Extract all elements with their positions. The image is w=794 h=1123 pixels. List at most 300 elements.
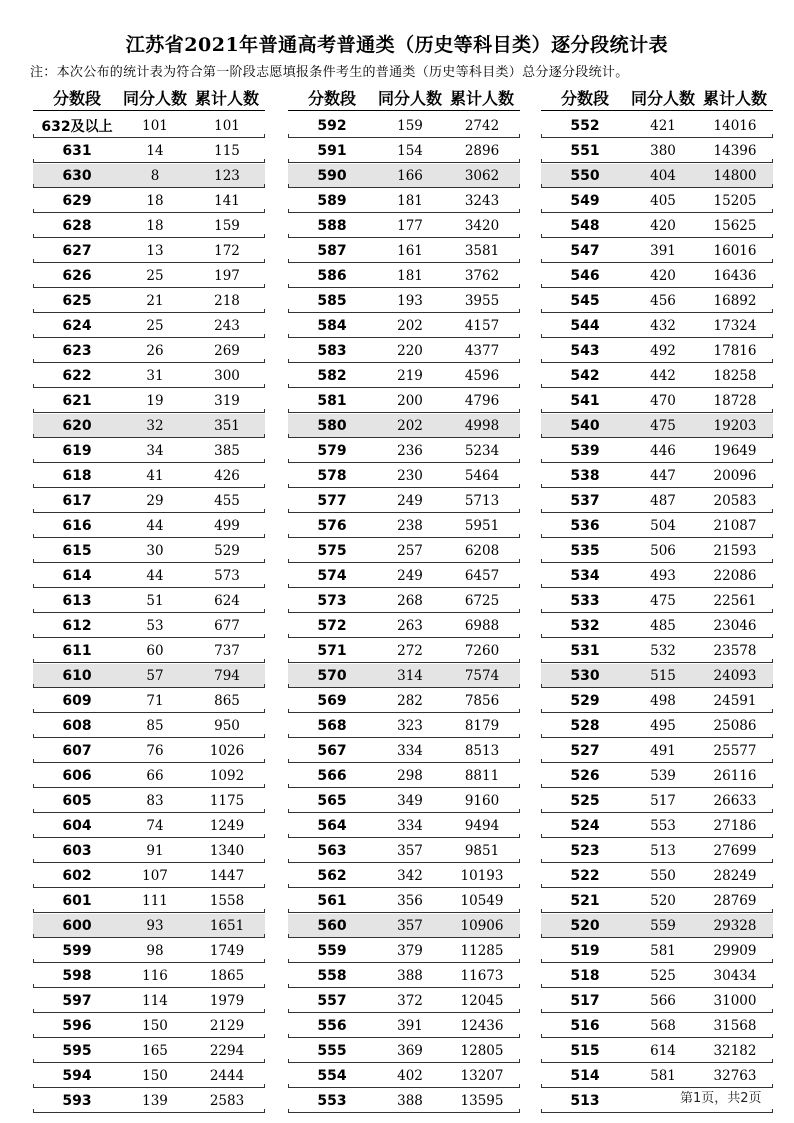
score-cell: 578 [317, 467, 347, 484]
same-count-cell: 107 [142, 867, 168, 884]
score-cell: 623 [62, 342, 92, 359]
cumulative-cell: 1979 [209, 992, 245, 1009]
score-cell: 610 [62, 667, 92, 684]
table-row [288, 914, 520, 938]
cumulative-cell: 3243 [464, 192, 500, 209]
same-count-cell: 402 [397, 1067, 423, 1084]
cumulative-cell: 4998 [464, 417, 500, 434]
same-count-cell: 150 [142, 1067, 168, 1084]
cumulative-cell: 573 [214, 567, 240, 584]
cumulative-cell: 269 [214, 342, 240, 359]
cumulative-cell: 737 [214, 642, 240, 659]
score-cell: 549 [570, 192, 600, 209]
same-count-cell: 272 [397, 642, 423, 659]
table-row [288, 414, 520, 438]
score-cell: 628 [62, 217, 92, 234]
cumulative-cell: 319 [214, 392, 240, 409]
cumulative-cell: 16436 [713, 267, 757, 284]
same-count-cell: 298 [397, 767, 423, 784]
same-count-cell: 98 [146, 942, 164, 959]
same-count-cell: 41 [146, 467, 164, 484]
table-row [541, 239, 773, 263]
same-count-cell: 31 [146, 367, 164, 384]
table-row [288, 439, 520, 463]
cumulative-cell: 27699 [713, 842, 757, 859]
table-row [288, 839, 520, 863]
score-cell: 609 [62, 692, 92, 709]
score-cell: 548 [570, 217, 600, 234]
table-row [33, 489, 265, 513]
score-cell: 529 [570, 692, 600, 709]
cumulative-cell: 18728 [713, 392, 757, 409]
table-row [541, 289, 773, 313]
score-cell: 577 [317, 492, 347, 509]
score-cell: 627 [62, 242, 92, 259]
cumulative-cell: 25086 [713, 717, 757, 734]
score-cell: 562 [317, 867, 347, 884]
same-count-cell: 29 [146, 492, 164, 509]
same-count-cell: 51 [146, 592, 164, 609]
same-count-cell: 517 [650, 792, 676, 809]
same-count-cell: 404 [650, 167, 676, 184]
cumulative-cell: 4596 [464, 367, 500, 384]
same-count-cell: 498 [650, 692, 676, 709]
score-cell: 550 [570, 167, 600, 184]
cumulative-cell: 15625 [713, 217, 757, 234]
table-row [541, 589, 773, 613]
same-count-cell: 53 [146, 617, 164, 634]
table-row [33, 914, 265, 938]
score-cell: 572 [317, 617, 347, 634]
table-row [541, 164, 773, 188]
header-cumulative: 累计人数 [449, 88, 514, 108]
same-count-cell: 357 [397, 917, 423, 934]
score-cell: 604 [62, 817, 92, 834]
table-row [33, 864, 265, 888]
table-row [288, 989, 520, 1013]
column-header [288, 84, 520, 111]
score-cell: 514 [570, 1067, 600, 1084]
table-row [33, 514, 265, 538]
same-count-cell: 44 [146, 517, 164, 534]
table-row [541, 514, 773, 538]
table-row [33, 1039, 265, 1063]
cumulative-cell: 21087 [713, 517, 757, 534]
cumulative-cell: 426 [214, 467, 240, 484]
score-cell: 575 [317, 542, 347, 559]
same-count-cell: 220 [397, 342, 423, 359]
table-row [288, 214, 520, 238]
table-row [288, 739, 520, 763]
cumulative-cell: 7260 [464, 642, 500, 659]
table-row [288, 239, 520, 263]
cumulative-cell: 23046 [713, 617, 757, 634]
cumulative-cell: 28249 [713, 867, 757, 884]
score-cell: 624 [62, 317, 92, 334]
table-row [541, 464, 773, 488]
score-cell: 535 [570, 542, 600, 559]
cumulative-cell: 1865 [209, 967, 245, 984]
table-row [541, 489, 773, 513]
page-number: 第1页，共2页 [680, 1091, 762, 1106]
table-row [288, 339, 520, 363]
same-count-cell: 202 [397, 417, 423, 434]
same-count-cell: 487 [650, 492, 676, 509]
cumulative-cell: 529 [214, 542, 240, 559]
table-row [288, 564, 520, 588]
table-row [288, 639, 520, 663]
table-row [288, 1014, 520, 1038]
table-note: 注：本次公布的统计表为符合第一阶段志愿填报条件考生的普通类（历史等科目类）总分逐分段统计。 [30, 65, 629, 80]
same-count-cell: 25 [146, 317, 164, 334]
same-count-cell: 111 [142, 892, 168, 909]
cumulative-cell: 1026 [209, 742, 245, 759]
score-cell: 605 [62, 792, 92, 809]
cumulative-cell: 6208 [464, 542, 500, 559]
cumulative-cell: 9160 [464, 792, 500, 809]
score-cell: 567 [317, 742, 347, 759]
table-row [541, 189, 773, 213]
cumulative-cell: 141 [214, 192, 240, 209]
same-count-cell: 380 [650, 142, 676, 159]
score-cell: 565 [317, 792, 347, 809]
table-row [541, 389, 773, 413]
cumulative-cell: 243 [214, 317, 240, 334]
cumulative-cell: 3955 [464, 292, 500, 309]
header-same-count: 同分人数 [122, 88, 187, 108]
cumulative-cell: 32182 [713, 1042, 757, 1059]
score-cell: 586 [317, 267, 347, 284]
table-row [288, 939, 520, 963]
cumulative-cell: 3420 [464, 217, 500, 234]
same-count-cell: 177 [397, 217, 423, 234]
table-row [288, 614, 520, 638]
score-cell: 595 [62, 1042, 92, 1059]
score-cell: 513 [570, 1092, 600, 1109]
score-cell: 528 [570, 717, 600, 734]
table-row [288, 764, 520, 788]
same-count-cell: 165 [142, 1042, 168, 1059]
same-count-cell: 568 [650, 1017, 676, 1034]
cumulative-cell: 5234 [464, 442, 500, 459]
cumulative-cell: 7856 [464, 692, 500, 709]
same-count-cell: 30 [146, 542, 164, 559]
same-count-cell: 323 [397, 717, 423, 734]
score-cell: 607 [62, 742, 92, 759]
score-cell: 554 [317, 1067, 347, 1084]
same-count-cell: 114 [142, 992, 168, 1009]
score-cell: 564 [317, 817, 347, 834]
same-count-cell: 230 [397, 467, 423, 484]
cumulative-cell: 5951 [464, 517, 500, 534]
same-count-cell: 166 [397, 167, 423, 184]
table-row [541, 339, 773, 363]
table-row [288, 1089, 520, 1113]
table-rows [33, 114, 265, 1113]
table-row [288, 589, 520, 613]
table-row [288, 189, 520, 213]
table-row [33, 414, 265, 438]
table-row [288, 789, 520, 813]
cumulative-cell: 159 [214, 217, 240, 234]
score-cell: 574 [317, 567, 347, 584]
cumulative-cell: 19649 [713, 442, 757, 459]
column-header [33, 84, 265, 111]
header-same-count: 同分人数 [377, 88, 442, 108]
same-count-cell: 614 [650, 1042, 676, 1059]
table-row [288, 114, 520, 138]
score-cell: 545 [570, 292, 600, 309]
score-cell: 593 [62, 1092, 92, 1109]
cumulative-cell: 27186 [713, 817, 757, 834]
score-cell: 621 [62, 392, 92, 409]
cumulative-cell: 12805 [460, 1042, 504, 1059]
table-row [288, 389, 520, 413]
score-cell: 541 [570, 392, 600, 409]
same-count-cell: 66 [146, 767, 164, 784]
cumulative-cell: 18258 [713, 367, 757, 384]
score-cell: 547 [570, 242, 600, 259]
same-count-cell: 532 [650, 642, 676, 659]
cumulative-cell: 17324 [713, 317, 757, 334]
score-cell: 533 [570, 592, 600, 609]
same-count-cell: 506 [650, 542, 676, 559]
same-count-cell: 26 [146, 342, 164, 359]
table-row [541, 314, 773, 338]
cumulative-cell: 13207 [460, 1067, 504, 1084]
table-column-1 [33, 84, 265, 1114]
score-cell: 534 [570, 567, 600, 584]
score-cell: 576 [317, 517, 347, 534]
same-count-cell: 420 [650, 267, 676, 284]
table-row [33, 989, 265, 1013]
table-row [541, 664, 773, 688]
same-count-cell: 19 [146, 392, 164, 409]
score-cell: 538 [570, 467, 600, 484]
cumulative-cell: 20583 [713, 492, 757, 509]
score-cell: 530 [570, 667, 600, 684]
score-cell: 568 [317, 717, 347, 734]
cumulative-cell: 31000 [713, 992, 757, 1009]
same-count-cell: 432 [650, 317, 676, 334]
table-row [33, 289, 265, 313]
same-count-cell: 161 [397, 242, 423, 259]
cumulative-cell: 2294 [209, 1042, 245, 1059]
table-row [541, 714, 773, 738]
score-cell: 581 [317, 392, 347, 409]
score-cell: 617 [62, 492, 92, 509]
score-cell: 594 [62, 1067, 92, 1084]
same-count-cell: 388 [397, 967, 423, 984]
score-cell: 553 [317, 1092, 347, 1109]
table-row [541, 989, 773, 1013]
table-row [541, 214, 773, 238]
cumulative-cell: 30434 [713, 967, 757, 984]
score-cell: 591 [317, 142, 347, 159]
table-row [541, 739, 773, 763]
same-count-cell: 446 [650, 442, 676, 459]
cumulative-cell: 1340 [209, 842, 245, 859]
cumulative-cell: 1175 [209, 792, 245, 809]
score-cell: 560 [317, 917, 347, 934]
cumulative-cell: 300 [214, 367, 240, 384]
score-cell: 539 [570, 442, 600, 459]
score-cell: 561 [317, 892, 347, 909]
table-row [288, 664, 520, 688]
table-row [288, 264, 520, 288]
score-cell: 606 [62, 767, 92, 784]
cumulative-cell: 8811 [464, 767, 500, 784]
same-count-cell: 495 [650, 717, 676, 734]
cumulative-cell: 24591 [713, 692, 757, 709]
score-cell: 555 [317, 1042, 347, 1059]
cumulative-cell: 28769 [713, 892, 757, 909]
score-cell: 590 [317, 167, 347, 184]
same-count-cell: 379 [397, 942, 423, 959]
same-count-cell: 57 [146, 667, 164, 684]
score-cell: 552 [570, 117, 600, 134]
cumulative-cell: 4796 [464, 392, 500, 409]
table-row [288, 964, 520, 988]
cumulative-cell: 101 [214, 117, 240, 134]
cumulative-cell: 499 [214, 517, 240, 534]
table-row [33, 814, 265, 838]
table-row [33, 1089, 265, 1113]
score-cell: 519 [570, 942, 600, 959]
table-column-2 [288, 84, 520, 1114]
header-score: 分数段 [52, 88, 101, 108]
table-row [33, 789, 265, 813]
score-cell: 629 [62, 192, 92, 209]
score-cell: 608 [62, 717, 92, 734]
table-row [541, 764, 773, 788]
cumulative-cell: 1558 [209, 892, 245, 909]
score-cell: 542 [570, 367, 600, 384]
table-row [541, 839, 773, 863]
score-cell: 630 [62, 167, 92, 184]
score-cell: 615 [62, 542, 92, 559]
cumulative-cell: 197 [214, 267, 240, 284]
table-row [33, 639, 265, 663]
table-row [288, 889, 520, 913]
score-cell: 546 [570, 267, 600, 284]
cumulative-cell: 5464 [464, 467, 500, 484]
score-cell: 516 [570, 1017, 600, 1034]
score-cell: 531 [570, 642, 600, 659]
cumulative-cell: 14016 [713, 117, 757, 134]
same-count-cell: 349 [397, 792, 423, 809]
cumulative-cell: 12436 [460, 1017, 504, 1034]
cumulative-cell: 14800 [713, 167, 757, 184]
table-row [33, 439, 265, 463]
score-cell: 614 [62, 567, 92, 584]
same-count-cell: 372 [397, 992, 423, 1009]
same-count-cell: 369 [397, 1042, 423, 1059]
cumulative-cell: 22086 [713, 567, 757, 584]
table-row [33, 739, 265, 763]
same-count-cell: 18 [146, 192, 164, 209]
table-row [288, 814, 520, 838]
score-cell: 597 [62, 992, 92, 1009]
same-count-cell: 268 [397, 592, 423, 609]
score-cell: 612 [62, 617, 92, 634]
cumulative-cell: 11673 [460, 967, 504, 984]
table-row [33, 589, 265, 613]
cumulative-cell: 1749 [209, 942, 245, 959]
same-count-cell: 334 [397, 742, 423, 759]
cumulative-cell: 115 [214, 142, 240, 159]
table-row [33, 564, 265, 588]
same-count-cell: 447 [650, 467, 676, 484]
cumulative-cell: 794 [214, 667, 240, 684]
cumulative-cell: 677 [214, 617, 240, 634]
table-row [541, 364, 773, 388]
cumulative-cell: 1447 [209, 867, 245, 884]
cumulative-cell: 1651 [209, 917, 245, 934]
table-row [288, 1039, 520, 1063]
header-cumulative: 累计人数 [702, 88, 767, 108]
table-row [541, 789, 773, 813]
same-count-cell: 249 [397, 567, 423, 584]
cumulative-cell: 10193 [460, 867, 504, 884]
cumulative-cell: 23578 [713, 642, 757, 659]
cumulative-cell: 7574 [464, 667, 500, 684]
table-row [288, 464, 520, 488]
same-count-cell: 249 [397, 492, 423, 509]
cumulative-cell: 10906 [460, 917, 504, 934]
score-cell: 626 [62, 267, 92, 284]
score-cell: 566 [317, 767, 347, 784]
table-row [288, 164, 520, 188]
score-cell: 543 [570, 342, 600, 359]
score-cell: 524 [570, 817, 600, 834]
score-cell: 603 [62, 842, 92, 859]
score-cell: 587 [317, 242, 347, 259]
same-count-cell: 342 [397, 867, 423, 884]
score-cell: 537 [570, 492, 600, 509]
cumulative-cell: 455 [214, 492, 240, 509]
table-rows [288, 114, 520, 1113]
table-row [33, 139, 265, 163]
same-count-cell: 18 [146, 217, 164, 234]
same-count-cell: 550 [650, 867, 676, 884]
table-row [541, 1064, 773, 1088]
cumulative-cell: 24093 [713, 667, 757, 684]
score-cell: 521 [570, 892, 600, 909]
table-row [541, 914, 773, 938]
table-row [288, 539, 520, 563]
table-row [33, 939, 265, 963]
score-cell: 518 [570, 967, 600, 984]
same-count-cell: 34 [146, 442, 164, 459]
same-count-cell: 491 [650, 742, 676, 759]
same-count-cell: 60 [146, 642, 164, 659]
table-row [33, 164, 265, 188]
score-cell: 525 [570, 792, 600, 809]
cumulative-cell: 19203 [713, 417, 757, 434]
table-row [33, 314, 265, 338]
cumulative-cell: 4377 [464, 342, 500, 359]
cumulative-cell: 2129 [209, 1017, 245, 1034]
score-cell: 611 [62, 642, 92, 659]
score-cell: 520 [570, 917, 600, 934]
table-row [541, 114, 773, 138]
same-count-cell: 357 [397, 842, 423, 859]
header-cumulative: 累计人数 [194, 88, 259, 108]
table-row [33, 239, 265, 263]
cumulative-cell: 8179 [464, 717, 500, 734]
table-row [33, 964, 265, 988]
